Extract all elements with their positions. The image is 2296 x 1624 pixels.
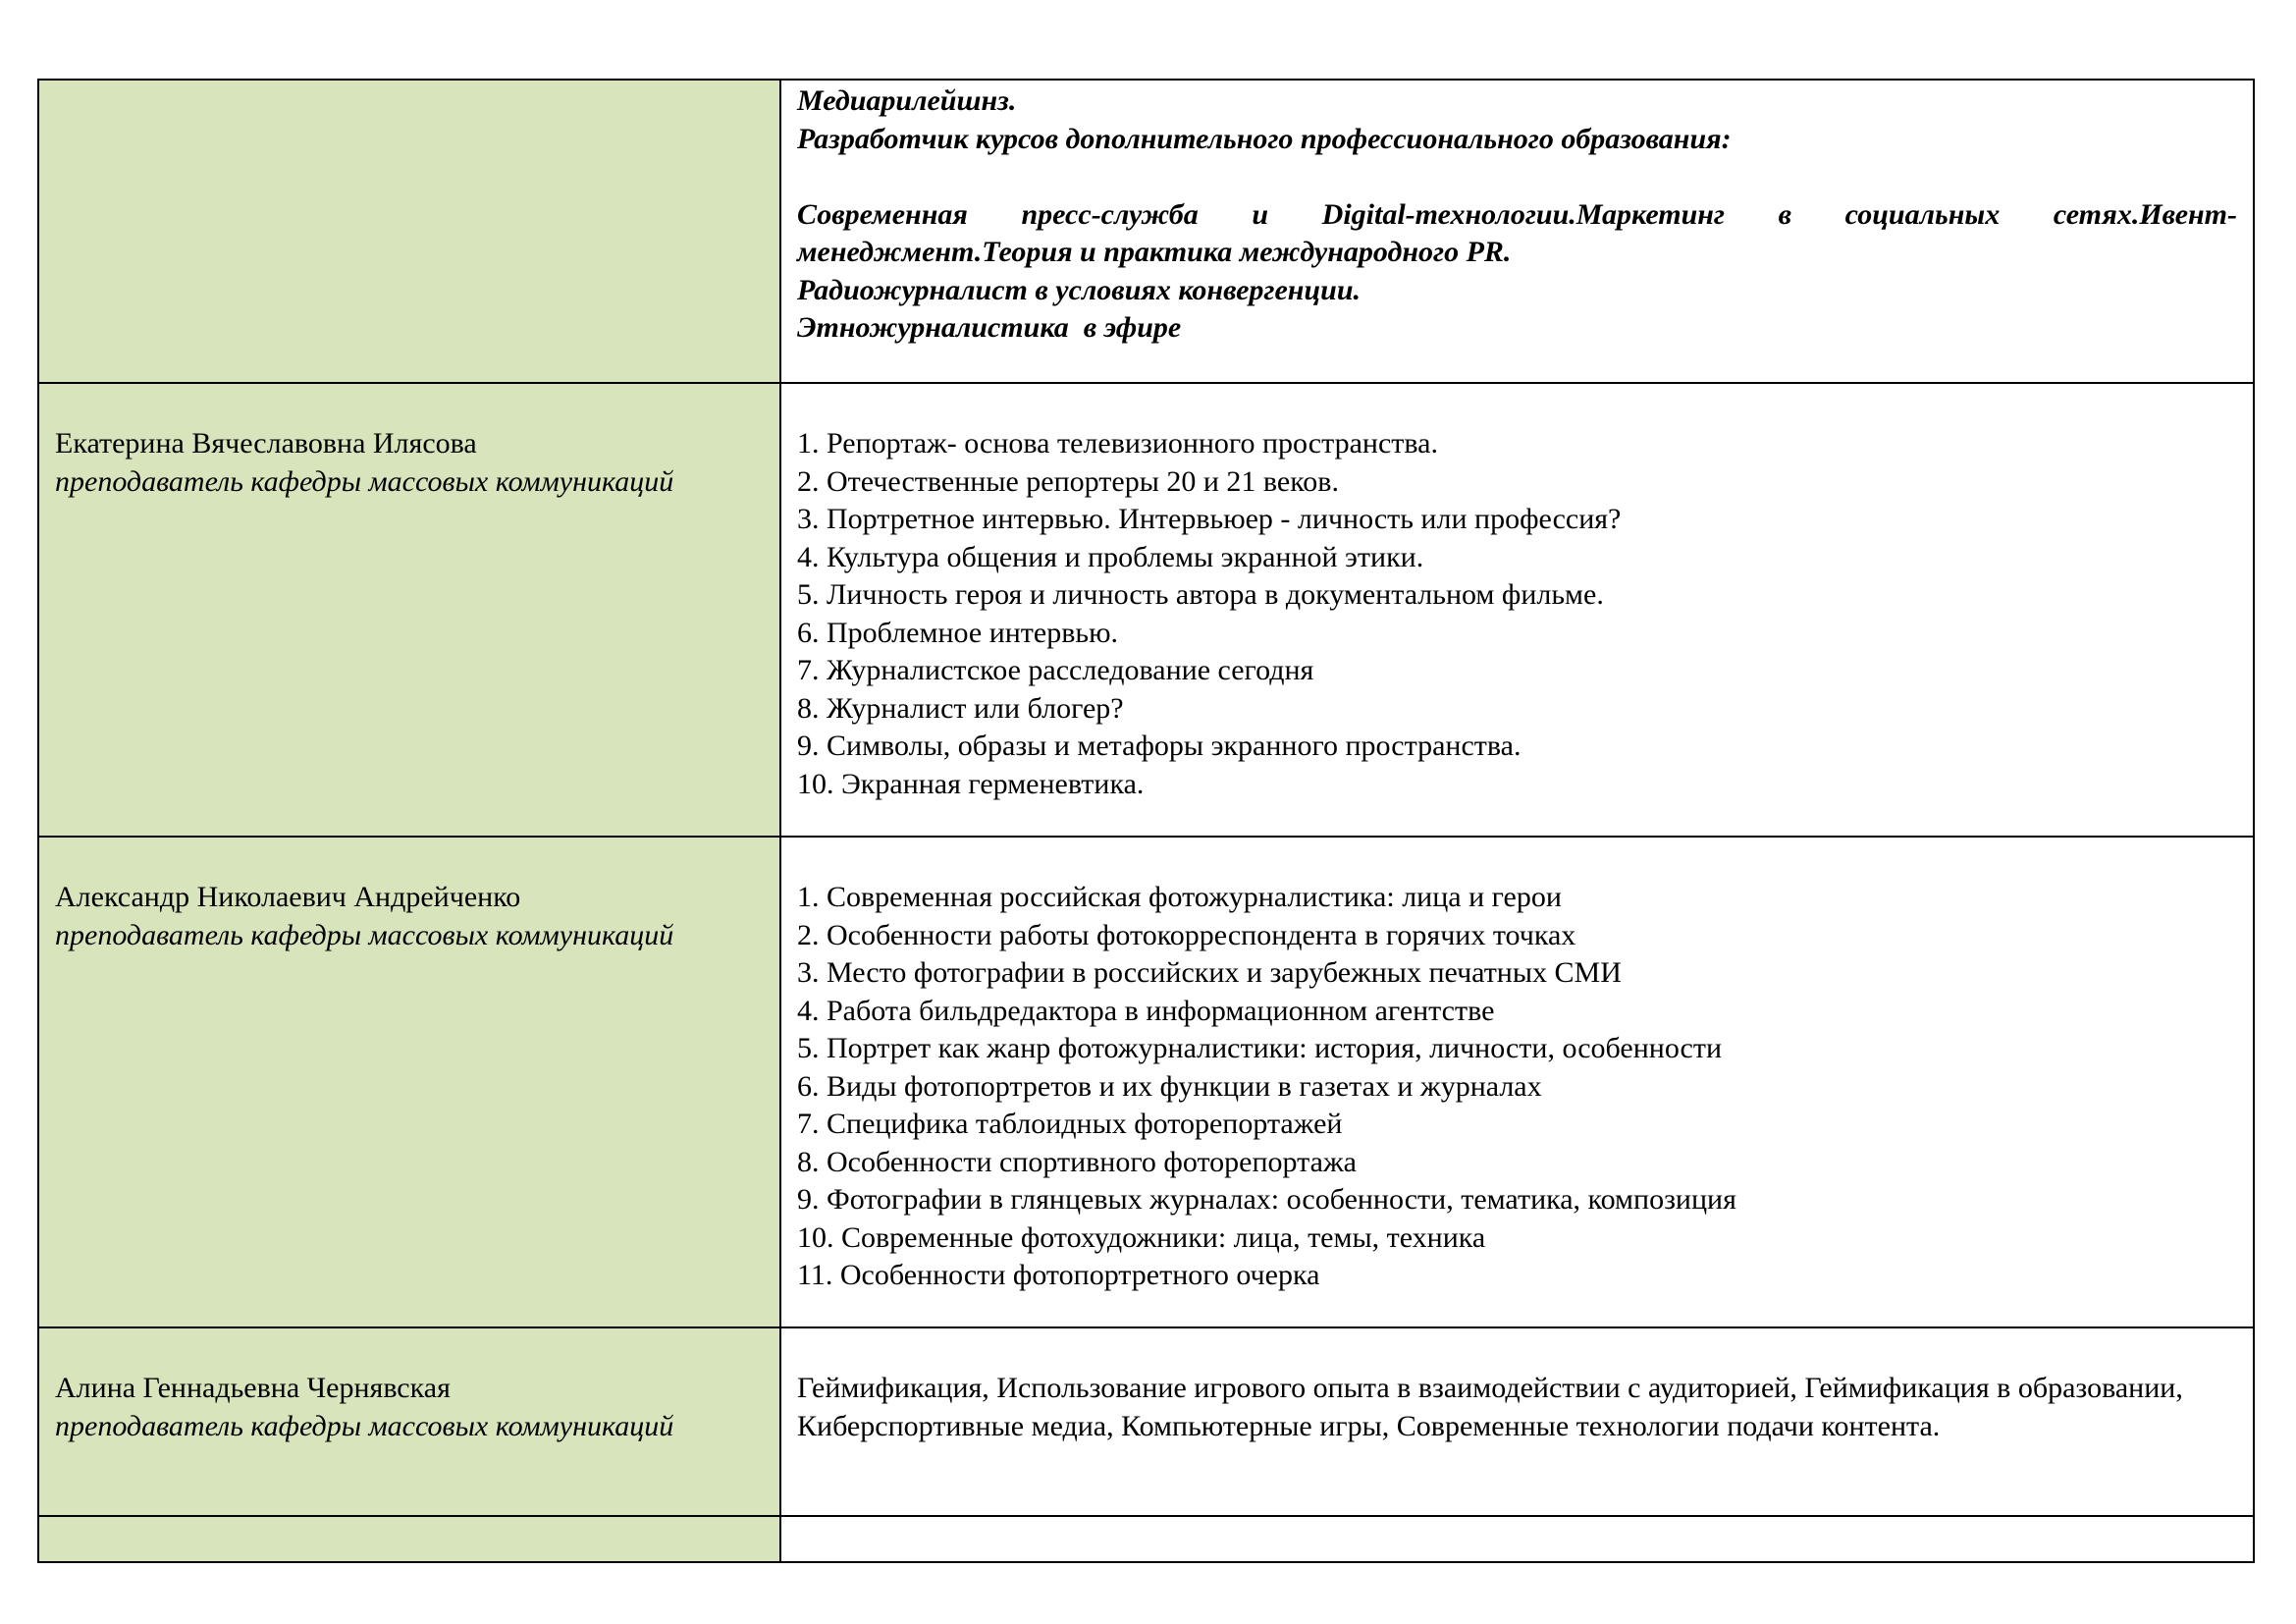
teacher-cell	[38, 1516, 780, 1562]
topics-cell	[780, 80, 2254, 383]
course-heading: Разработчик курсов дополнительного профессионального образования:	[797, 122, 1732, 155]
course-heading: Радиожурналист в условиях конвергенции.	[797, 273, 1362, 306]
list-item: 11. Особенности фотопортретного очерка	[797, 1259, 1320, 1291]
teacher-cell	[38, 1327, 780, 1516]
list-item: 9. Фотографии в глянцевых журналах: особенности, тематика, композиция	[797, 1183, 1736, 1216]
topics-cell	[780, 837, 2254, 1327]
teachers-table	[37, 79, 2255, 1563]
teacher-name: Алина Геннадьевна Чернявская	[55, 1372, 451, 1404]
course-list-line: менеджмент.Теория и практика международного PR.	[797, 236, 1512, 268]
list-item: 2. Особенности работы фотокорреспондента в горячих точках	[797, 918, 1576, 951]
list-item: 10. Экранная герменевтика.	[797, 767, 1145, 800]
list-item: 8. Журналист или блогер?	[797, 691, 1124, 725]
list-item: 6. Виды фотопортретов и их функции в газетах и журналах	[797, 1069, 1542, 1103]
course-heading: Медиарилейшнз.	[797, 84, 1017, 117]
teacher-position: преподаватель кафедры массовых коммуникаций	[55, 918, 674, 951]
list-item: 6. Проблемное интервью.	[797, 616, 1118, 649]
teacher-cell	[38, 837, 780, 1327]
list-item: 9. Символы, образы и метафоры экранного пространства.	[797, 730, 1522, 762]
teacher-position: преподаватель кафедры массовых коммуникаций	[55, 1409, 674, 1442]
table-row	[38, 1516, 2254, 1562]
table-row	[38, 80, 2254, 383]
list-item: 5. Портрет как жанр фотожурналистики: история, личности, особенности	[797, 1032, 1723, 1064]
list-item: 4. Работа бильдредактора в информационном агентстве	[797, 994, 1495, 1027]
teacher-cell	[38, 383, 780, 837]
teacher-name: Александр Николаевич Андрейченко	[55, 881, 521, 913]
list-item: 1. Современная российская фотожурналистика: лица и герои	[797, 881, 1562, 913]
teacher-cell	[38, 80, 780, 383]
list-item: 2. Отечественные репортеры 20 и 21 веков.	[797, 464, 1339, 498]
list-item: 3. Портретное интервью. Интервьюер - личность или профессия?	[797, 503, 1622, 535]
list-item: 7. Журналистское расследование сегодня	[797, 654, 1314, 686]
list-item: 3. Место фотографии в российских и зарубежных печатных СМИ	[797, 956, 1622, 989]
spacer	[797, 158, 2237, 196]
table-row	[38, 383, 2254, 837]
course-heading: Этножурналистика в эфире	[797, 311, 1182, 344]
teacher-position: преподаватель кафедры массовых коммуникаций	[55, 464, 674, 498]
list-item: 10. Современные фотохудожники: лица, темы, техника	[797, 1220, 1486, 1254]
table-row	[38, 1327, 2254, 1516]
list-item: 4. Культура общения и проблемы экранной этики.	[797, 540, 1424, 573]
table-row	[38, 837, 2254, 1327]
teacher-name: Екатерина Вячеславовна Илясова	[55, 427, 477, 460]
list-item: 1. Репортаж- основа телевизионного пространства.	[797, 427, 1438, 460]
topics-cell	[780, 383, 2254, 837]
course-list-line: Современная пресс-служба и Digital-технологии.Маркетинг в социальных сетях.Ивент-	[797, 197, 2237, 231]
list-item: 5. Личность героя и личность автора в документальном фильме.	[797, 578, 1604, 611]
topics-cell	[780, 1327, 2254, 1516]
topics-cell	[780, 1516, 2254, 1562]
list-item: 8. Особенности спортивного фоторепортажа	[797, 1145, 1357, 1178]
list-item: 7. Специфика таблоидных фоторепортажей	[797, 1108, 1343, 1140]
topics-paragraph: Геймификация, Использование игрового опыта в взаимодействии с аудиторией, Геймификация в образовании, Киберспортивные медиа, Компьютерные игры, Современные технологии подачи контента.	[797, 1372, 2183, 1442]
